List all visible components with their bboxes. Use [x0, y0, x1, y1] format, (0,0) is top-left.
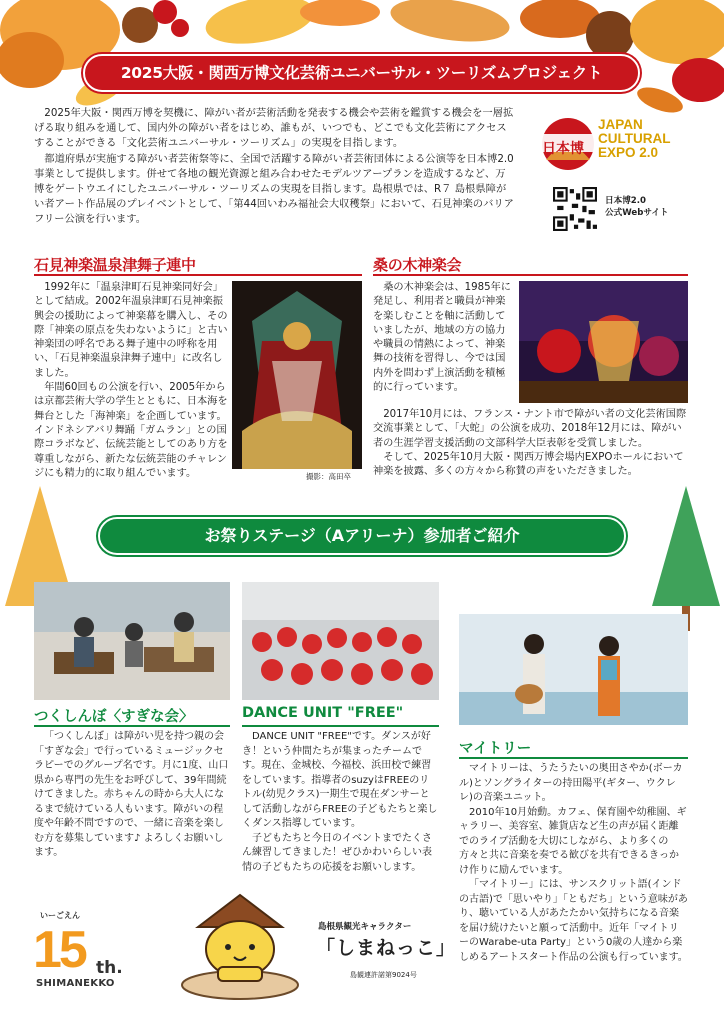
maitori-paragraph-1: マイトリーは、うたうたいの奥田さやか(ボーカル)とソングライターの持田陽平(ギター、ウクレレ)の音楽ユニット。	[459, 763, 683, 803]
mascot-organization: 島根県観光キャラクター	[318, 922, 412, 932]
maitori-text	[459, 762, 688, 965]
kuwanoki-paragraph-2: 2017年10月には、フランス・ナント市で障がい者の文化芸術国際交流事業として、「大蛇」の公演を成功、2018年12月には、障がい者の生涯学習支援活動の文部科学大臣表彰を受賞しました。	[373, 409, 687, 449]
tsukushinbo-title: つくしんぼ〈すぎな会〉	[34, 709, 194, 725]
kuwanoki-paragraph-3: そして、2025年10月大阪・関西万博会場内EXPOホールにおいて神楽を披露、多くの方々から称賛の声をいただきました。	[373, 451, 684, 478]
photo-credit: 撮影：高田卒	[306, 472, 351, 481]
expo-line-1: JAPAN	[598, 117, 643, 132]
stage-participants-banner: お祭りステージ（Aアリーナ）参加者ご紹介	[98, 517, 626, 555]
permit-number: 島観連許諾第9024号	[350, 971, 417, 979]
kuwanoki-kagura-photo	[519, 281, 688, 403]
anniversary-suffix: th.	[96, 958, 123, 978]
tsukushinbo-paragraph: 「つくしんぼ」は障がい児を持つ親の会「すぎな会」で行っているミュージックセラピーでのグループ名です。月に1度、山口県から専門の先生をお呼びして、39年間続けてきました。赤ちゃんの時から大人になるまで続けている人もいます。障がいの程度や年齢不問ですので、一緒に音楽を楽しむ方を募集しています♪ よろしくお願いします。	[34, 731, 229, 858]
expo-line-2: CULTURAL	[598, 131, 671, 146]
qr-caption-line-1: 日本博2.0	[605, 196, 647, 206]
dance-unit-title: DANCE UNIT "FREE"	[242, 705, 404, 721]
dance-unit-text	[242, 730, 439, 875]
iwami-paragraph-1: 1992年に「温泉津町石見神楽同好会」として結成。2002年温泉津町石見神楽振興会の援助によって神楽幕を購入し、その際「神楽の原点を失わないように」と古い神楽団の呼名である舞子連中の呼称を用い、「石見神楽温泉津舞子連中」に改名しました。	[34, 282, 228, 379]
iwami-kagura-photo	[232, 281, 362, 469]
intro-paragraph-2: 都道府県が実施する障がい者芸術祭等に、全国で活躍する障がい者芸術団体による公演等を日本博2.0事業として提供します。併せて各地の観光資源と組み合わせたモデルツアープランを造成するなど、万博をゲートウエイにしたユニバーサル・ツーリズムの実現を目指します。島根県では、R７ 島根県障がい者アート作品展のプレイベントとして、「第44回いわみ福祉会大収穫祭」において、石見神楽のバリアフリー公演を行います。	[34, 152, 514, 226]
anniversary-caption: いーごえん	[40, 911, 80, 920]
section-title-kuwanoki-kagura: 桑の木神楽会	[373, 256, 462, 274]
shimanekko-mascot	[178, 887, 302, 1003]
section-divider	[34, 274, 362, 276]
kuwanoki-text-upper	[373, 281, 515, 395]
intro-text	[34, 106, 514, 228]
kuwanoki-paragraph-1: 桑の木神楽会は、1985年に発足し、利用者と職員が神楽を楽しむことを軸に活動していましたが、地域の方の協力や職員の情熱によって、神楽舞の技術を習得し、今では国内外を問わず上演活動を積極的に行っています。	[373, 282, 511, 394]
sub-divider	[34, 725, 230, 727]
maitori-photo	[459, 614, 688, 725]
tsukushinbo-text	[34, 730, 230, 861]
section-divider	[373, 274, 688, 276]
page-title-banner: 2025大阪・関西万博文化芸術ユニバーサル・ツーリズムプロジェクト	[83, 54, 640, 92]
dance-unit-free-photo	[242, 582, 439, 700]
intro-paragraph-1: 2025年大阪・関西万博を契機に、障がい者が芸術活動を発表する機会や芸術を鑑賞する機会を一層拡げる取り組みを通して、国内外の障がい者をはじめ、誰もが、いつでも、どこでも文化芸術にアクセスすることができる「文化芸術ユニバーサル・ツーリズム」の実現を目指します。	[34, 107, 514, 150]
anniversary-brand: SHIMANEKKO	[36, 978, 115, 989]
qr-caption	[605, 195, 669, 219]
dance-unit-paragraph-1: DANCE UNIT "FREE"です。ダンスが好き！という仲間たちが集まったチームです。現在、金城校、今福校、浜田校で練習をしています。指導者のsuzyはFREEのリトル(幼児クラス)一期生で現在ダンサーとして活動しながらFREEの子どもたちと楽しくダンス指導しています。	[242, 731, 438, 829]
sub-divider	[459, 757, 688, 759]
iwami-paragraph-2: 年間60回もの公演を行い、2005年からは京都芸術大学の学生とともに、日本海を舞台とした「海神楽」を企画しています。インドネシアバリ舞踊「ガムラン」との国際コラボなど、伝統芸能としてのあり方を尊重しながら、新たな伝統芸能のチャレンジにも精力的に取り組んでいます。	[34, 382, 228, 479]
sub-divider	[242, 725, 439, 727]
qr-code[interactable]	[553, 187, 597, 231]
expo-line-3: EXPO 2.0	[598, 145, 659, 160]
expo-logo-text	[598, 118, 670, 160]
qr-caption-line-2: 公式Webサイト	[605, 208, 669, 218]
anniversary-number: 15	[33, 921, 85, 979]
tsukushinbo-photo	[34, 582, 230, 700]
maitori-paragraph-3: 「マイトリー」には、サンスクリット語(インドの古語)で「思いやり」「ともだち」という意味があり、聴いている人があたたかい気持ちになる音楽を届け続けたいと願って活動中。近年「マイトリーのWarabe-uta Party」という0歳の人達から楽しめるアートスタート作品の公演も行っています。	[459, 879, 688, 963]
dance-unit-paragraph-2: 子どもたちと今日のイベントまでたくさん練習してきました！ぜひかわいらしい表情の子どもたちの応援をお願いします。	[242, 832, 432, 873]
section-title-iwami-kagura: 石見神楽温泉津舞子連中	[34, 256, 196, 274]
mascot-name: 「しまねっこ」	[316, 937, 457, 959]
maitori-title: マイトリー	[459, 741, 532, 757]
maitori-paragraph-2: 2010年10月始動。カフェ、保育園や幼稚園、ギャラリー、美容室、雑貨店など生の声が届く距離でのライブ活動を大切にしながら、より多くの方々と共に音楽を奏でる歓びを共有できるきっかけ作りに励んでいます。	[459, 806, 687, 876]
kuwanoki-text-lower	[373, 408, 688, 479]
expo-logo-mark: 日本博	[542, 141, 584, 157]
iwami-kagura-text	[34, 281, 230, 481]
